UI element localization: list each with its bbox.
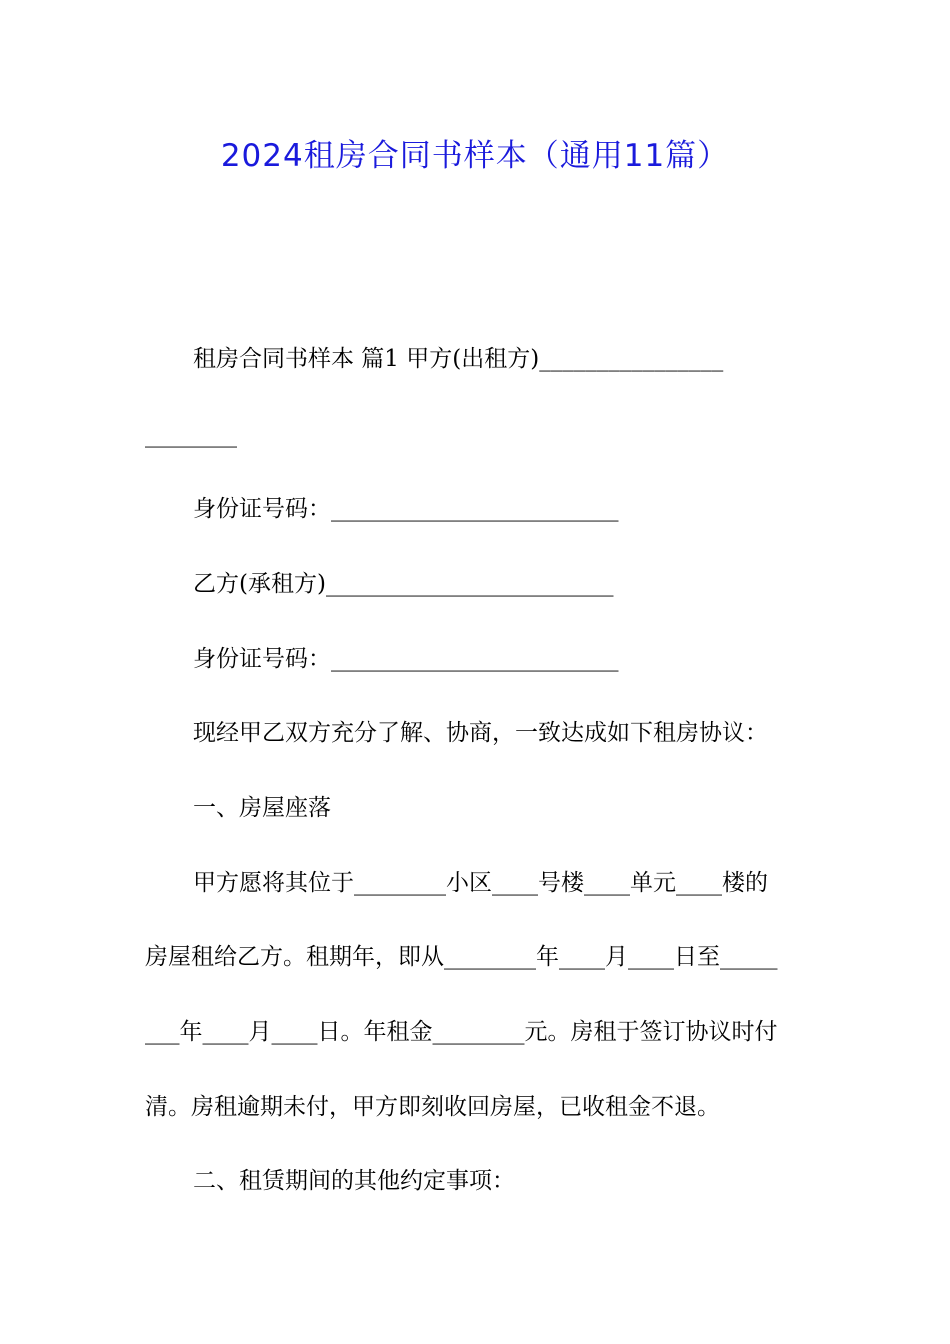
paragraph-line: ________ [145,422,237,448]
paragraph-line: 乙方(承租方)_________________________ [193,571,614,597]
section-heading: 二、租赁期间的其他约定事项： [193,1168,515,1194]
paragraph-line: 身份证号码：_________________________ [193,646,619,672]
paragraph-line: 甲方愿将其位于________小区____号楼____单元____楼的 [193,870,768,896]
paragraph-line: 身份证号码：_________________________ [193,496,619,522]
paragraph-line: 现经甲乙双方充分了解、协商，一致达成如下租房协议： [193,720,768,746]
paragraph-line: 租房合同书样本 篇1 甲方(出租方)________________ [193,346,724,372]
paragraph-line: 清。房租逾期未付，甲方即刻收回房屋，已收租金不退。 [145,1094,720,1120]
section-heading: 一、房屋座落 [193,795,331,821]
paragraph-line: ___年____月____日。年租金________元。房租于签订协议时付 [145,1019,778,1045]
document-title: 2024租房合同书样本（通用11篇） [220,138,730,174]
paragraph-line: 房屋租给乙方。租期年，即从________年____月____日至_____ [145,944,778,970]
